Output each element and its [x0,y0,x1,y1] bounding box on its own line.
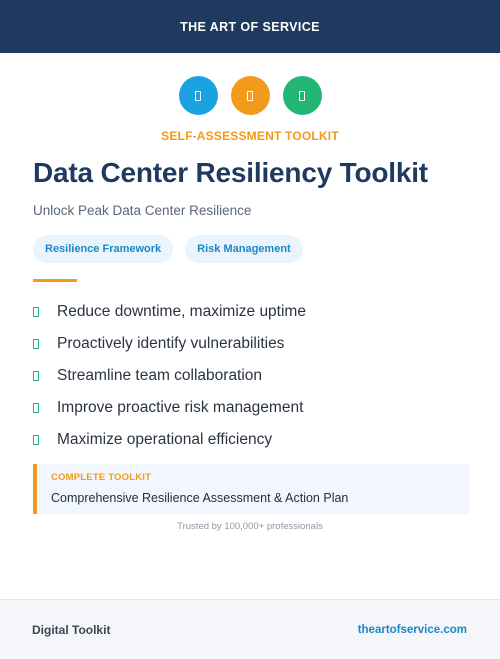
footer-label: Digital Toolkit [32,622,111,637]
callout-text: Comprehensive Resilience Assessment & Action Plan [51,491,349,505]
check-icon [33,339,39,349]
benefit-text: Improve proactive risk management [57,399,304,416]
trust-line: Trusted by 100,000+ professionals [177,521,323,532]
benefit-text: Maximize operational efficiency [57,431,273,448]
check-icon [33,403,39,413]
benefit-item [33,392,306,424]
callout-label: COMPLETE TOOLKIT [51,472,152,483]
benefit-item [33,360,306,392]
benefit-item [33,424,306,456]
document-icon [299,91,305,101]
benefit-item [33,328,306,360]
accent-divider [33,279,77,282]
footer [0,599,500,659]
icon-badge-green [283,76,322,115]
benefit-item [33,296,306,328]
benefit-text: Reduce downtime, maximize uptime [57,303,306,320]
check-icon [33,435,39,445]
kicker-label: SELF-ASSESSMENT TOOLKIT [161,129,339,143]
document-icon [247,91,253,101]
icon-badge-orange [231,76,270,115]
toolkit-callout [33,464,469,514]
page-title: Data Center Resiliency Toolkit [33,157,428,188]
check-icon [33,307,39,317]
document-icon [195,91,201,101]
check-icon [33,371,39,381]
footer-website-link[interactable]: theartofservice.com [357,623,467,636]
subtitle: Unlock Peak Data Center Resilience [33,203,252,218]
brand-name: THE ART OF SERVICE [180,19,320,34]
icon-badge-blue [179,76,218,115]
icon-row [0,76,500,115]
benefit-text: Streamline team collaboration [57,367,263,384]
benefit-text: Proactively identify vulnerabilities [57,335,285,352]
benefit-list [33,296,306,456]
tag-list [33,235,303,263]
tag-resilience-framework: Resilience Framework [33,235,173,263]
top-banner [0,0,500,53]
tag-risk-management: Risk Management [185,235,303,263]
